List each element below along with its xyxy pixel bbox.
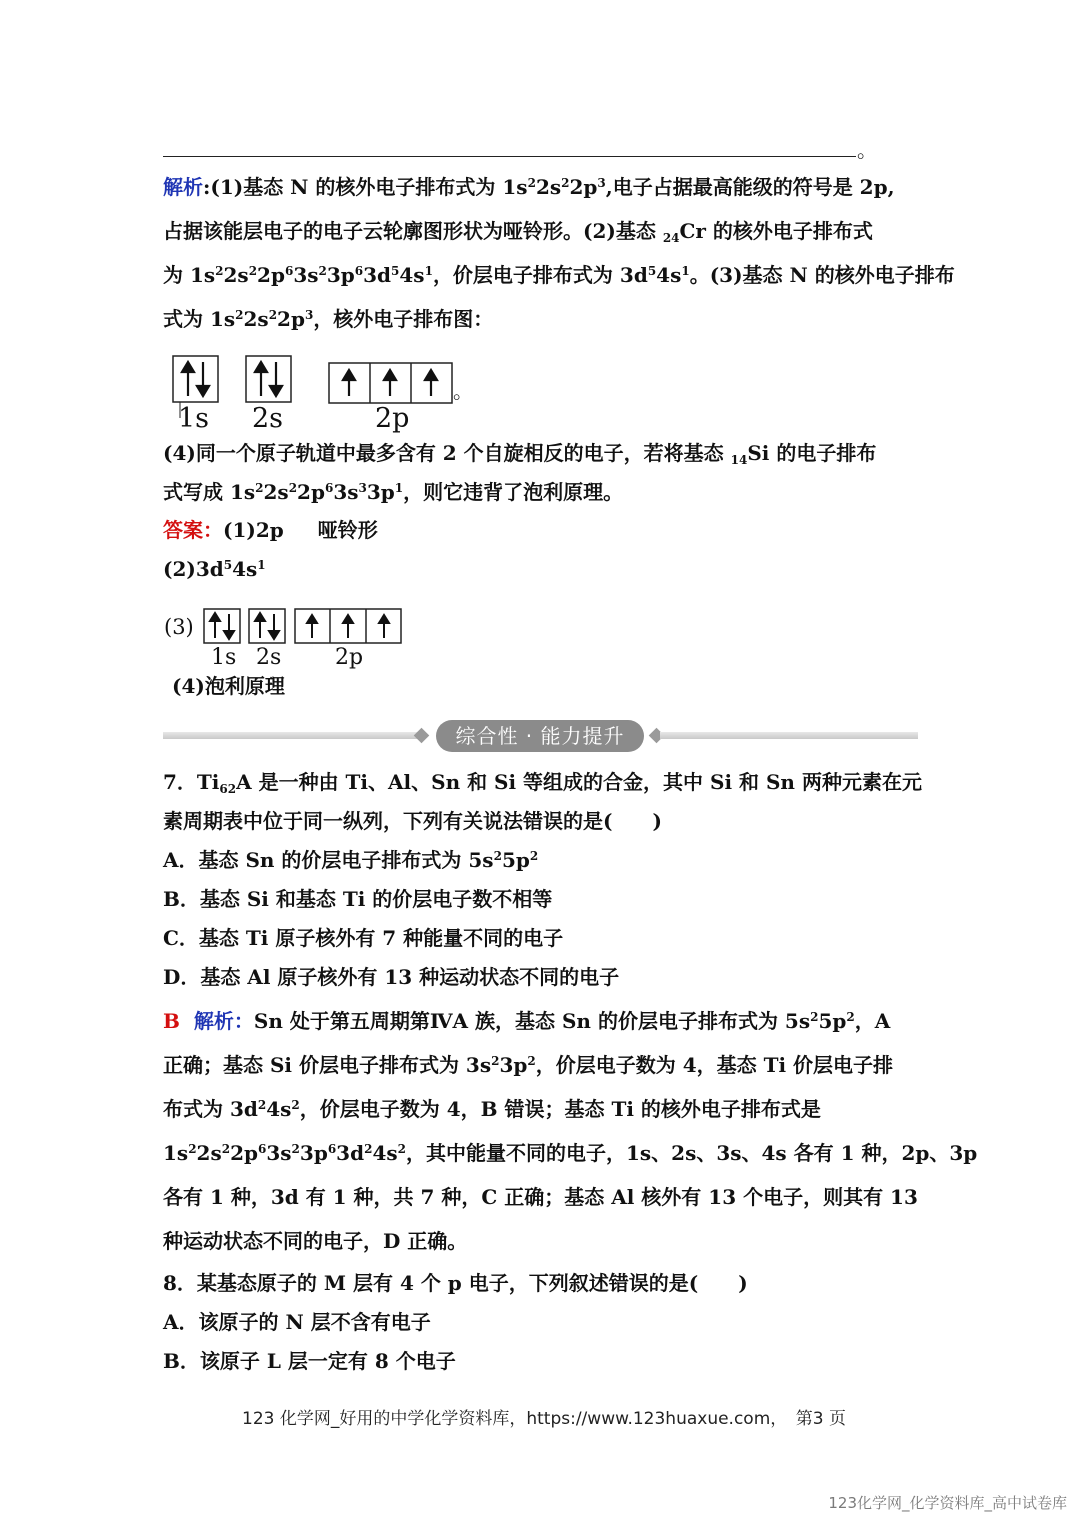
q7-stem-line-2: 素周期表中位于同一纵列，下列有关说法错误的是( ) (163, 809, 662, 833)
q8-option-b: B．该原子 L 层一定有 8 个电子 (163, 1349, 456, 1373)
q7-explain-line-1: B 解析：Sn 处于第五周期第ⅣA 族，基态 Sn 的价层电子排布式为 $5s^25p^2$，A (163, 1009, 891, 1033)
section-banner: 综合性 · 能力提升 (436, 720, 644, 752)
diagram-end-mark: 。 (453, 379, 473, 403)
small-label-2p: 2p (335, 645, 364, 670)
q7-option-d: D．基态 Al 原子核外有 13 种运动状态不同的电子 (163, 965, 620, 989)
analysis-line-4: 式为 $1s^22s^22p^3$，核外电子排布图： (163, 307, 494, 331)
watermark: 123化学网_化学资料库_高中试卷库 (828, 1494, 1067, 1512)
q7-analysis-label: 解析： (193, 1009, 254, 1033)
q7-explain-line-2: 正确；基态 Si 价层电子排布式为 $3s^23p^2$，价层电子数为 4，基态 Ti 价层电子排 (163, 1053, 894, 1077)
answer-line-1: 答案：(1)2p 哑铃形 (163, 518, 378, 542)
answer-line-2: $(2)3d^54s^1$ (163, 557, 266, 581)
answer-3-label: (3) (164, 615, 194, 639)
q7-option-c: C．基态 Ti 原子核外有 7 种能量不同的电子 (163, 926, 564, 950)
q8-option-a: A．该原子的 N 层不含有电子 (163, 1310, 431, 1334)
q8-stem: 8．某基态原子的 M 层有 4 个 p 电子，下列叙述错误的是( ) (163, 1271, 748, 1295)
analysis-line-2: 占据该能层电子的电子云轮廓图形状为哑铃形。(2)基态 $_{24}$Cr 的核外电子排布式 (163, 219, 873, 245)
q7-explain-line-5: 各有 1 种，3d 有 1 种，共 7 种，C 正确；基态 Al 核外有 13 个电子，则其有 13 (163, 1185, 918, 1209)
q7-stem-line-1: 7．$Ti_{62}A$ 是一种由 Ti、Al、Sn 和 Si 等组成的合金，其中 Si 和 Sn 两种元素在元 (163, 770, 922, 796)
banner-rule-right (660, 732, 918, 739)
answer-line-4: (4)泡利原理 (172, 674, 285, 698)
q7-explain-line-4: $1s^22s^22p^63s^23p^63d^24s^2$，其中能量不同的电子，1s、2s、3s、4s 各有 1 种，2p、3p (163, 1141, 978, 1165)
analysis-label: 解析 (163, 175, 203, 199)
q7-explain-line-3: 布式为 $3d^24s^2$，价层电子数为 4，B 错误；基态 Ti 的核外电子排布式是 (163, 1097, 821, 1121)
answer-label: 答案： (163, 518, 223, 542)
banner-rule-left (163, 732, 421, 739)
page-footer: 123 化学网_好用的中学化学资料库，https://www.123huaxue.com， 第3 页 (242, 1409, 846, 1429)
analysis-line-5: (4)同一个原子轨道中最多含有 2 个自旋相反的电子，若将基态 $_{14}$Si 的电子排布 (163, 441, 877, 467)
q7-answer: B (163, 1009, 180, 1033)
q7-explain-line-6: 种运动状态不同的电子，D 正确。 (163, 1229, 468, 1253)
analysis-line-6: 式写成 $1s^22s^22p^63s^33p^1$，则它违背了泡利原理。 (163, 480, 624, 504)
orbital-label-1s: 1s (178, 403, 210, 434)
orbital-label-2p: 2p (375, 403, 410, 434)
small-label-1s: 1s (211, 645, 237, 670)
q7-option-b: B．基态 Si 和基态 Ti 的价层电子数不相等 (163, 887, 553, 911)
period-mark: 。 (857, 138, 877, 162)
orbital-label-2s: 2s (252, 403, 284, 434)
analysis-line-3: 为 $1s^22s^22p^63s^23p^63d^54s^1$，价层电子排布式为 $3d^54s^1$。(3)基态 N 的核外电子排布 (163, 263, 955, 287)
q7-option-a: A．基态 Sn 的价层电子排布式为 $5s^25p^2$ (163, 848, 539, 872)
analysis-line-1: 解析:(1)基态 N 的核外电子排布式为 $1s^22s^22p^3$,电子占据最高能级的符号是 2p, (163, 175, 895, 199)
small-label-2s: 2s (256, 645, 282, 670)
